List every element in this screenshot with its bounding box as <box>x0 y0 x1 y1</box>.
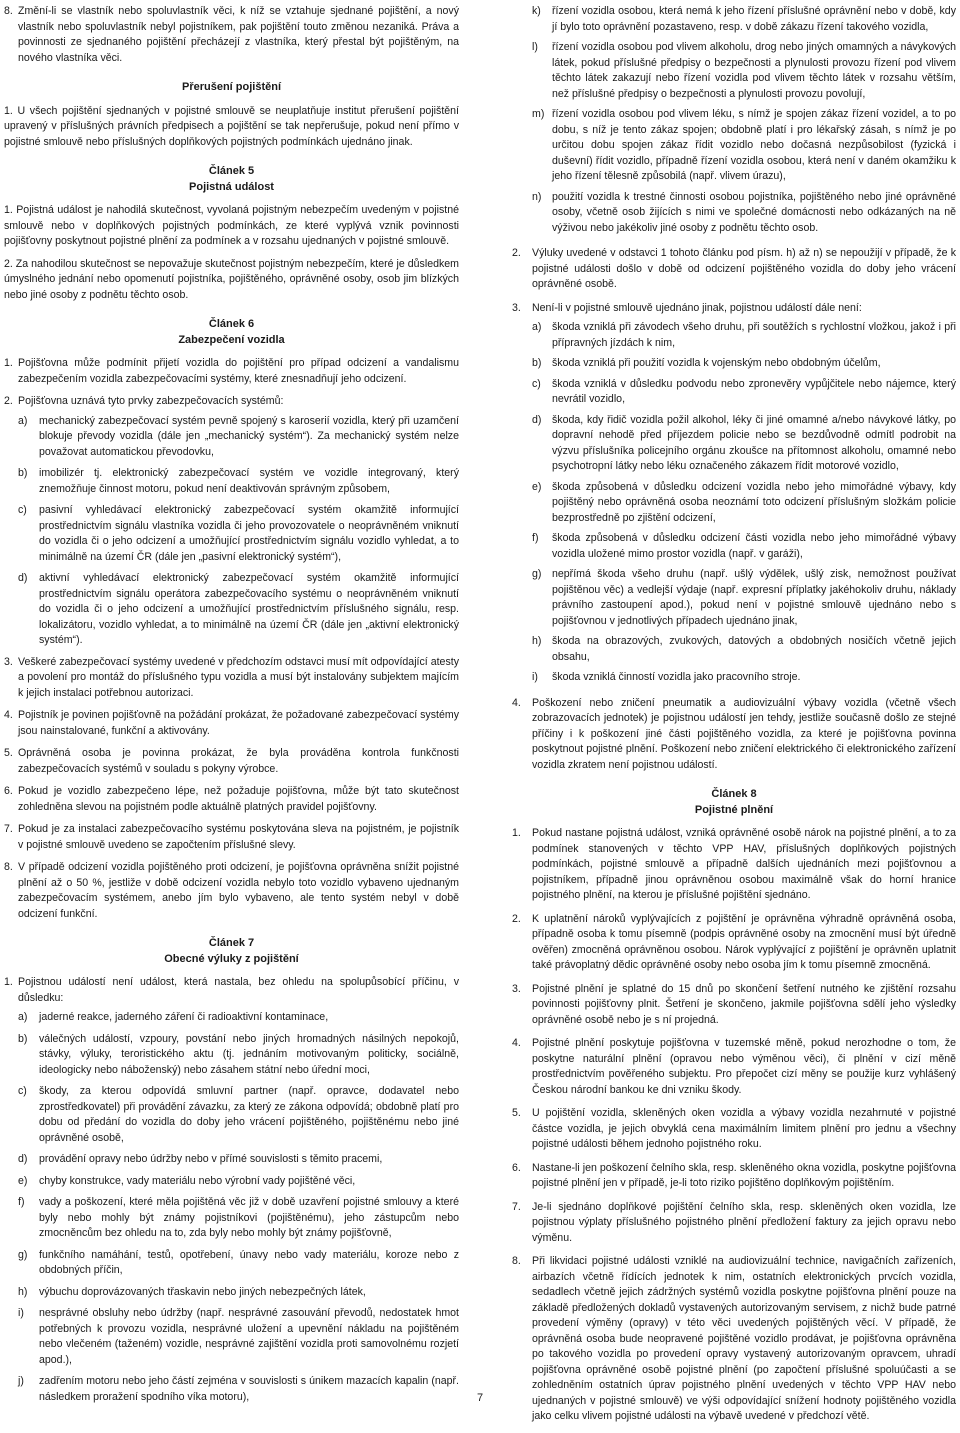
sub-item <box>18 1306 459 1368</box>
article-6-item <box>4 708 459 739</box>
article-8-item <box>512 912 956 974</box>
sub-item-text: vady a poškození, které měla pojištěná věc již v době uzavření pojistné smlouvy a které byly nebo mohly být známy pojistníkovi (pojištěnému), jeho zástupcům nebo zmocněncům bez ohledu na to, zda byly nebo mohly být známy pojišťovně, <box>39 1196 459 1239</box>
item-number: 1. <box>4 976 13 988</box>
sub-item-text: mechanický zabezpečovací systém pevně spojený s karoserií vozidla, který při uzamčení blokuje převody vozidla (dále jen „mechanický systém“). Za mechanický systém nelze považovat automatickou převodovku, <box>39 414 459 458</box>
sub-item-letter: g) <box>18 1248 28 1261</box>
item-text: Oprávněná osoba je povinna prokázat, že byla prováděna kontrola funkčnosti zabezpečovacích systémů v souladu s pokyny výrobce. <box>18 747 459 775</box>
sub-item-letter: g) <box>532 568 542 580</box>
sub-item-letter: m) <box>532 108 545 120</box>
article-6-title: Zabezpečení vozidla <box>178 333 285 346</box>
item-number: 2. <box>512 247 521 259</box>
article-6-item <box>4 860 459 922</box>
item-text: Je-li sjednáno doplňkové pojištění čelního skla, resp. skleněných oken vozidla, lze pojistnou výplaty příslušného pojistného plnění předložení faktury za jejich opravu nebo výměnu. <box>532 1200 956 1244</box>
article-5-paragraph-1: 1. Pojistná událost je nahodilá skutečnost, vyvolaná pojistným nebezpečím uvedeným v pojistné smlouvě nebo v doplňkových pojistných podmínkách, ze které vyplývá vznik povinnosti pojišťovny poskytnout pojistné plnění za podmínek a v rozsahu ujednaných v pojistné smlouvě. <box>4 204 459 247</box>
sub-item-letter: d) <box>18 572 28 584</box>
item-number: 4. <box>4 709 13 721</box>
item-number: 1. <box>512 827 521 839</box>
sub-item <box>18 1032 459 1079</box>
sub-item-letter: k) <box>532 5 541 17</box>
sub-item-letter: a) <box>532 321 542 333</box>
sub-item <box>18 1248 459 1279</box>
article-7-item <box>4 975 459 1006</box>
article-5-paragraph-2: 2. Za nahodilou skutečnost se nepovažuje skutečnost pojistným nebezpečím, které je důsledkem úmyslného jednání nebo opomenutí pojistníka, pojištěného, oprávněné osoby, osob jim blízkých nebo jiné osoby z podnětu těchto osob. <box>4 257 459 301</box>
exclusion-item-4 <box>512 696 956 774</box>
sub-item-text: provádění opravy nebo údržby nebo v přímé souvislosti s těmito pracemi, <box>39 1153 383 1165</box>
sub-item <box>18 466 459 497</box>
article-6-item <box>4 655 459 702</box>
sub-item-text: řízení vozidla osobou pod vlivem alkoholu, drog nebo jiných omamných a návykových látek, pokud příslušné předpisy o bezpečnosti a plynulosti provozu řízení pod vlivem těchto látek zakazují nebo řízení vozidla pod vlivem těchto látek v rozsahu větším, než příslušné předpisy o bezpečnosti a plynulosti provozu povolují, <box>552 41 956 100</box>
sub-item-letter: c) <box>18 504 27 516</box>
article-7-number: Článek 7 <box>208 937 255 949</box>
item-text: K uplatnění nároků vyplývajících z pojištění je oprávněna výhradně oprávněná osoba, případně osoba k tomu písemně (podpis oprávněné osoby na zmocnění musí být úředně ověřen) zmocněná oprávněnou osobou. Nárok vyplývající z pojištění je oprávněn uplatnit také právoplatný dědic oprávněné osoby nebo osoba jím k tomu písemně zmocněná. <box>532 912 956 971</box>
sub-item-text: škoda, kdy řidič vozidla požil alkohol, léky či jiné omamné a/nebo návykové látky, po dopravní nehodě před příjezdem policie nebo se bezdůvodně odmítl podrobit na výzvu příslušníka policejního orgánu zkoušce na přítomnost alkoholu, omamné nebo psychotropní látky nebo léku označeného zákazem řídit motorové vozidlo, <box>552 413 956 472</box>
sub-item-letter: b) <box>532 357 542 369</box>
sub-item <box>532 567 956 629</box>
item-text: Nastane-li jen poškození čelního skla, resp. skleněného okna vozidla, poskytne pojišťovna pojistné plnění jen v případě, je-li toto riziko pojištěno doplňkovým pojištěním. <box>532 1161 956 1189</box>
sub-item <box>532 320 956 351</box>
item-number: 4. <box>512 696 521 709</box>
item-text: Pokud je vozidlo zabezpečeno lépe, než požaduje pojišťovna, může být tato skutečnost zohledněna slevou na pojistném podle aktuálně platných pravidel pojišťovny. <box>18 785 459 813</box>
sub-item-text: výbuchu doprovázovaných třaskavin nebo jiných nebezpečných látek, <box>39 1285 366 1298</box>
sub-item <box>18 1285 459 1301</box>
item-number: 7. <box>512 1200 521 1213</box>
sub-item <box>532 190 956 237</box>
item-text: Není-li v pojistné smlouvě ujednáno jinak, pojistnou událostí dále není: <box>532 301 862 314</box>
interruption-paragraph: 1. U všech pojištění sjednaných v pojistné smlouvě se neuplatňuje institut přerušení pojištění upravený v příslušných právních předpisech a pojištění se tak nepřerušuje, pokud není přímo v pojistné smlouvě nebo příslušných doplňkových pojistných podmínkách ujednáno jinak. <box>4 104 459 148</box>
sub-item-letter: l) <box>532 41 538 53</box>
item-text: Veškeré zabezpečovací systémy uvedené v předchozím odstavci musí mít odpovídající atesty a povolení pro montáž do příslušného typu vozidla a musí být instalovány subjektem majícím k jejich instalaci potřebnou autorizaci. <box>18 655 459 699</box>
sub-item-text: řízení vozidla osobou pod vlivem léku, s nímž je spojen zákaz řízení vozidel, a to po dobu, s níž je tento zákaz spojen; obdobně platí i pro lékařský zásah, s nímž je po určitou dobu spojen zákaz řídit vozidlo nebo dočasná nezpůsobilost (fyzická i duševní) řídit vozidlo, případně řízení vozidla osobou, která není v daném okamžiku k jeho řízení tělesně způsobilá (např. vlivem úrazu), <box>552 108 956 182</box>
sub-item-letter: b) <box>18 1032 28 1045</box>
sub-item-text: škoda vzniklá v důsledku podvodu nebo zpronevěry vypůjčitele nebo nájemce, který nevrátil vozidlo, <box>552 377 956 405</box>
item-text: Pojišťovna může podmínit přijetí vozidla do pojištění pro případ odcizení a vandalismu zabezpečením vozidla zabezpečovacími systémy, které znesnadňují jeho odcizení. <box>18 357 459 385</box>
page-number: 7 <box>476 1392 484 1404</box>
sub-item <box>532 377 956 408</box>
heading-interruption: Přerušení pojištění <box>181 81 282 93</box>
article-5-title: Pojistná událost <box>189 180 274 193</box>
sub-item-letter: j) <box>18 1375 24 1387</box>
sub-item <box>18 1152 459 1168</box>
sub-item <box>532 40 956 102</box>
item-text: Výluky uvedené v odstavci 1 tohoto článku pod písm. h) až n) se nepoužijí v případě, že k pojistné události došlo v době od odcizení pojištěného vozidla do doby jeho vrácení oprávněné osobě. <box>532 247 956 290</box>
sub-item-text: válečných událostí, vzpoury, povstání nebo jiných hromadných násilných nepokojů, stávky, výluky, teroristického aktu (tj. jednáním motivovaným politicky, sociálně, ideologicky nebo náboženský) nebo zásahem státní nebo úřední moci, <box>39 1032 459 1076</box>
sub-item-text: nepřímá škoda všeho druhu (např. ušlý výdělek, ušlý zisk, nemožnost používat pojištěnou věc) a vedlejší výdaje (např. expresní příplatky jakéhokoliv druhu, náklady právního zastoupení apod.), pokud není v pojistné smlouvě ujednáno nebo s pojišťovnou v jednotlivých případech ujednáno jinak, <box>552 568 956 627</box>
item-number: 3. <box>512 982 521 995</box>
sub-item <box>532 480 956 527</box>
article-8-item <box>512 1200 956 1247</box>
sub-item-text: použití vozidla k trestné činnosti osobou pojistníka, pojištěného nebo jiné oprávněné osoby, včetně osob žijících s nimi ve společné domácnosti nebo odkázaných na ně výživou nebo jakékoliv jiné osoby z podnětu těchto osob. <box>552 190 956 234</box>
article-8-item <box>512 1161 956 1192</box>
sub-item-text: škoda způsobená v důsledku odcizení části vozidla nebo jeho mimořádné výbavy vozidla uložené mimo prostor vozidla (např. v garáži), <box>552 532 956 560</box>
item-text: Při likvidaci pojistné události vzniklé na audiovizuální technice, navigačních zařízeních, airbazích včetně řídících jednotek k nim, ostatních elektronických prvcích vozidla, sedadlech včetně jejich zádržných systémů vozidla poskytne pojišťovna plnění pouze na základě předložených dokladů vystavených autorizovaným servisem, z nichž bude patrné provedení výměny (opravy) v této věci uvedených pojištěných věcí. V případě, že oprávněná osoba bude neopravené pojištěné vozidlo prodávat, je pojišťovna oprávněna po takového vozidla po provedení opravy vystavený autorizovaným opravcem, uhradí pojišťovna oprávněné osobě pojistné plnění (po započtení příslušné spoluúčasti a se zohledněním ostatních úprav pojistného plnění uvedených v těchto VPP HAV nebo ujednaných v pojistné smlouvě) ve výši odpovídající snížení hodnoty pojištěného vozidla jako celku vlivem pojistné události na výbavě uvedené v předchozí větě. <box>532 1255 956 1422</box>
sub-item-letter: b) <box>18 467 28 479</box>
item-number: 8. <box>4 5 13 17</box>
article-5-number: Článek 5 <box>208 165 255 177</box>
sub-item-letter: i) <box>18 1307 24 1319</box>
item-number: 3. <box>4 655 13 668</box>
sub-item-letter: i) <box>532 671 538 683</box>
article-6-item <box>4 746 459 777</box>
sub-item <box>18 1195 459 1242</box>
sub-item <box>532 670 956 686</box>
item-number: 2. <box>512 912 521 925</box>
sub-item-text: škoda způsobená v důsledku odcizení vozidla nebo jeho mimořádné výbavy, kdy pojištěný nebo oprávněná osoba neoznámí toto odcizení příslušným složkám policie bezprostředně po zjištění odcizení, <box>552 480 956 524</box>
sub-item-text: řízení vozidla osobou, která nemá k jeho řízení příslušné oprávnění nebo v době, kdy jí bylo toto oprávnění pozastaveno, resp. v době zákazu řízení takového vozidla, <box>552 5 956 33</box>
item-number: 6. <box>512 1161 521 1174</box>
sub-item <box>18 1010 459 1026</box>
left-column <box>4 4 459 1411</box>
item-text: Pojistné plnění je splatné do 15 dnů po skončení šetření nutného ke zjištění rozsahu povinnosti pojišťovny plnit. Šetření je skončeno, jakmile pojišťovna sdělí jeho výsledky oprávněné osobě nebo je s ní projedná. <box>532 982 956 1026</box>
sub-item-letter: n) <box>532 190 542 203</box>
sub-item-text: nesprávné obsluhy nebo údržby (např. nesprávné zasouvání převodů, nedostatek hmot potřebných k provozu vozidla, nesprávné uložení a upevnění nákladu na pojištěném nebo vlečeném (taženém) vozidle, nesprávné zajištění vozidla proti samovolnému rozjetí apod.), <box>39 1307 459 1366</box>
sub-item-letter: f) <box>532 532 539 544</box>
right-column <box>512 4 956 1433</box>
sub-item-text: funkčního namáhání, testů, opotřebení, únavy nebo vady materiálu, koroze nebo z obdobných příčin, <box>39 1248 459 1276</box>
item-number: 4. <box>512 1037 521 1049</box>
item-text: Pokud nastane pojistná událost, vzniká oprávněné osobě nárok na pojistné plnění, a to za podmínek stanovených v těchto VPP HAV, příslušných doplňkových pojistných podmínkách, pojistné smlouvě a případně dalších ujednáních mezi pojišťovnou a pojistníkem, případně jinou oprávněnou osobou maximálně však do horní hranice pojistného plnění, na kterou je příslušné pojištění sjednáno. <box>532 827 956 901</box>
sub-item-text: škody, za kterou odpovídá smluvní partner (např. opravce, dodavatel nebo zprostředkovatel) při provádění závazku, za který ze zákona odpovídá; obdobně platí pro dobu od předání do vozidla do doby jeho vrácení pojištěného, pojištěnému nebo jiné oprávněné osobě, <box>39 1085 459 1144</box>
item-text: Pojišťovna uznává tyto prvky zabezpečovacích systémů: <box>18 395 284 407</box>
item-number: 8. <box>512 1255 521 1267</box>
sub-item-letter: h) <box>18 1285 28 1298</box>
sub-item-letter: c) <box>18 1085 27 1097</box>
item-number: 5. <box>4 747 13 759</box>
sub-item <box>18 503 459 565</box>
sub-item-letter: d) <box>18 1153 28 1165</box>
item-text: Pojistník je povinen pojišťovně na požádání prokázat, že požadované zabezpečovací systémy jsou nainstalované, funkční a aktivovány. <box>18 709 459 737</box>
sub-item <box>532 531 956 562</box>
item-text: V případě odcizení vozidla pojištěného proti odcizení, je pojišťovna oprávněna snížit pojistné plnění až o 50 %, jestliže v době odcizení vozidla nebylo toto vozidlo vybaveno ujednaným zabezpečovacím systémem, anebo jím bylo vybaveno, ale tento systém nebyl v době odcizení funkční. <box>18 861 459 920</box>
article-6-item <box>4 784 459 815</box>
sub-item <box>532 356 956 372</box>
item-number: 6. <box>4 785 13 797</box>
item-number: 3. <box>512 301 521 314</box>
sub-item <box>18 1174 459 1190</box>
item-text: Pojistnou událostí není událost, která nastala, bez ohledu na spolupůsobící příčinu, v důsledku: <box>18 976 459 1004</box>
sub-item <box>532 4 956 35</box>
article-6-item <box>4 822 459 853</box>
item-number: 7. <box>4 823 13 835</box>
sub-item-letter: d) <box>532 413 542 426</box>
sub-item <box>18 1084 459 1146</box>
item-number: 8. <box>4 861 13 873</box>
article-8-item <box>512 826 956 904</box>
sub-item <box>532 413 956 475</box>
sub-item <box>532 634 956 665</box>
item-text: Změní-li se vlastník nebo spoluvlastník věci, k níž se vztahuje sjednané pojištění, a nový vlastník nebo spoluvlastník nebyl pojistníkem, pak pojištění touto změnou nezaniká. Práva a povinnosti ze sjednaného pojištění přecházejí z vlastníka, který přestal být pojištěným, na nového vlastníka věci. <box>18 5 459 64</box>
item-text: Poškození nebo zničení pneumatik a audiovizuální výbavy vozidla (včetně všech zobrazovacích jednotek) je pojistnou událostí jen tehdy, jestliže současně došlo ze stejné příčiny i k poškození jiné části pojištěného vozidla, za které je pojišťovna povinna poskytnout pojistné plnění. Poškození nebo zničení elektrického či elektronického zařízení vozidla zkratem není pojistnou událostí. <box>532 696 956 771</box>
sub-item-text: imobilizér tj. elektronický zabezpečovací systém ve vozidle integrovaný, který znemožňuje činnost motoru, pokud není deaktivován správným způsobem, <box>39 467 459 495</box>
sub-item-letter: c) <box>532 377 541 390</box>
article-8-number: Článek 8 <box>711 788 757 800</box>
sub-item-text: chyby konstrukce, vady materiálu nebo výrobní vady pojištěné věci, <box>39 1174 356 1187</box>
sub-item-letter: e) <box>532 480 542 493</box>
article-6-item <box>4 394 459 410</box>
sub-item <box>18 571 459 649</box>
sub-item-letter: e) <box>18 1174 28 1187</box>
article-8-title: Pojistné plnění <box>694 803 774 816</box>
section-item-8 <box>4 4 459 66</box>
item-text: Pojistné plnění poskytuje pojišťovna v tuzemské měně, pokud nerozhodne o tom, že poskytne naturální plnění (opravou nebo výměnou věci), či plnění v cizí měně prostřednictvím pověřeného subjektu. Pro přepočet cizí měny se použije kurz vyhlášený Českou národní bankou ke dni vzniku škody. <box>532 1037 956 1096</box>
item-number: 2. <box>4 395 13 407</box>
item-number: 5. <box>512 1107 521 1119</box>
item-number: 1. <box>4 357 13 369</box>
article-8-item <box>512 1106 956 1153</box>
article-6-item <box>4 356 459 387</box>
article-6-number: Článek 6 <box>208 318 255 330</box>
sub-item-text: zadřením motoru nebo jeho částí zejména v souvislosti s únikem mazacích kapalin (např. následkem proražení spodního víka motoru), <box>39 1375 459 1403</box>
sub-item <box>18 414 459 461</box>
sub-item-text: jaderné reakce, jaderného záření či radioaktivní kontaminace, <box>39 1011 329 1023</box>
sub-item-letter: f) <box>18 1196 25 1208</box>
sub-item-text: škoda vzniklá při použití vozidla k vojenským nebo obdobným účelům, <box>552 357 881 369</box>
item-text: U pojištění vozidla, skleněných oken vozidla a výbavy vozidla nezahrnuté v pojistné částce vozidla, je jejich obvyklá cena maximálním limitem plnění pro jednu a všechny pojistné události během jednoho pojistného roku. <box>532 1107 956 1150</box>
exclusion-item-2 <box>512 246 956 293</box>
item-text: Pokud je za instalaci zabezpečovacího systému poskytována sleva na pojistném, je pojistník v pojistné smlouvě uvedeno se započtením příslušné slevy. <box>18 823 459 851</box>
sub-item-text: pasivní vyhledávací elektronický zabezpečovací systém okamžitě informující prostřednictvím signálu vlastníka vozidla či jeho provozovatele o neoprávněném vniknutí do vozidla či o jeho odcizení a umožňující prostřednictvím signálu vozidlo vyhledat, a to minimálně na území ČR (dále jen „pasivní elektronický systém“), <box>39 504 459 563</box>
article-7-title: Obecné výluky z pojištění <box>164 952 299 965</box>
sub-item-text: škoda na obrazových, zvukových, datových a obdobných nosičích včetně jejich obsahu, <box>552 635 956 663</box>
sub-item-text: škoda vzniklá při závodech všeho druhu, při soutěžích s rychlostní vložkou, jakož i při přípravných jízdách k nim, <box>552 321 956 349</box>
sub-item-letter: h) <box>532 635 542 647</box>
sub-item-text: aktivní vyhledávací elektronický zabezpečovací systém okamžitě informující prostřednictvím signálu operátora zabezpečovacího systému o neoprávněném vniknutí do vozidla či o jeho odcizení a umožňující prostřednictvím příslušného signálu, resp. lokalizátoru, vozidlo vyhledat, a to minimálně na území ČR (dále jen „aktivní elektronický systém“). <box>39 572 459 646</box>
article-8-item <box>512 1036 956 1098</box>
exclusion-item-3 <box>512 301 956 317</box>
article-8-item <box>512 982 956 1029</box>
sub-item <box>532 107 956 185</box>
sub-item-text: škoda vzniklá činností vozidla jako pracovního stroje. <box>552 671 801 683</box>
sub-item-letter: a) <box>18 1011 28 1023</box>
sub-item-letter: a) <box>18 414 28 427</box>
